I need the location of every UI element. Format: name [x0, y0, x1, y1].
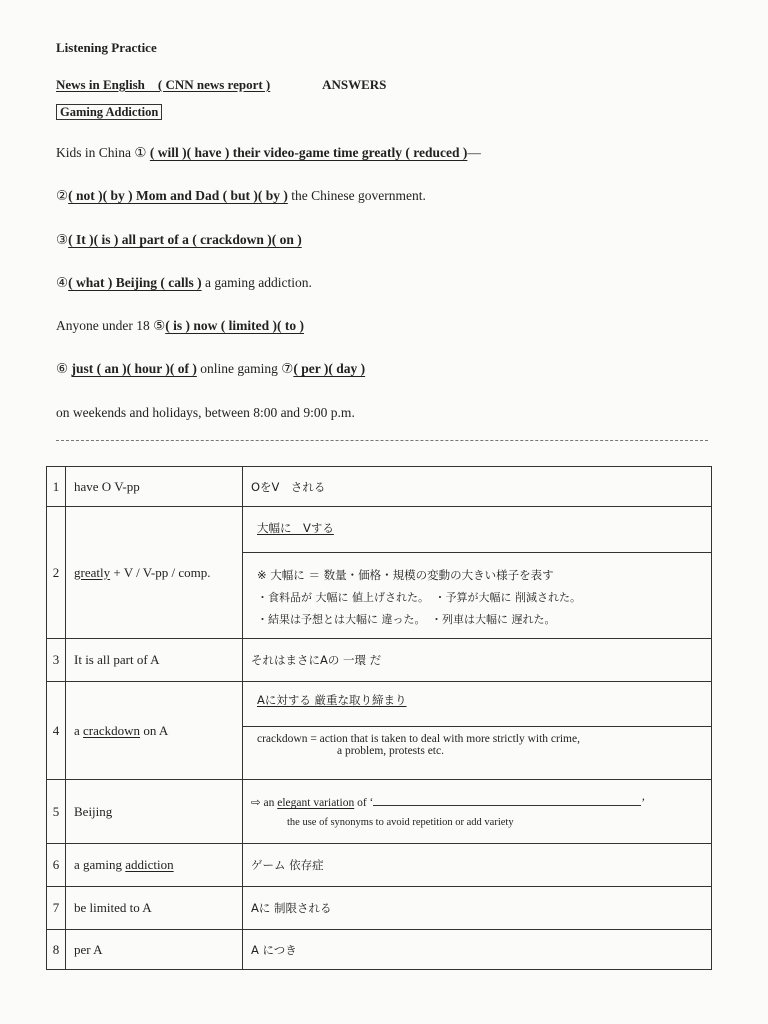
answer-span: ( will )( have ) their video-game time greatly ( reduced ): [149, 145, 468, 160]
passage-line-3: [56, 232, 302, 248]
row-number: 4: [47, 682, 66, 780]
term-underlined: crackdown: [83, 722, 141, 738]
passage-text: Anyone under 18: [56, 318, 154, 333]
term-underlined: addiction: [125, 857, 174, 872]
answer-span: ( not )( by ) Mom and Dad ( but )( by ): [68, 188, 288, 203]
practice-title: Listening Practice: [56, 40, 157, 55]
passage-line-5: [56, 318, 304, 334]
answer-span: just ( an )( hour )( of ): [71, 361, 197, 376]
definition-main: [243, 510, 711, 552]
term-rest: + V / V-pp / comp.: [110, 564, 211, 580]
row-term: [66, 682, 243, 780]
answer-span: ( is ) now ( limited )( to ): [165, 318, 304, 333]
row-number: 5: [47, 780, 66, 844]
term-underlined: greatly: [74, 564, 111, 580]
section-divider: [56, 440, 708, 441]
example-line: ・食料品が 大幅に 値上げされた。 ・予算が大幅に 削減された。: [257, 591, 581, 604]
row-definition: [243, 507, 712, 639]
usage-note: ※ 大幅に ＝ 数量・価格・規模の変動の大きい様子を表す: [257, 568, 554, 582]
row-number: 2: [47, 507, 66, 639]
row-definition: [243, 780, 712, 844]
row-term: have O V-pp: [66, 467, 243, 507]
passage-line-6: [56, 361, 365, 377]
blank-number: ④: [56, 275, 69, 290]
blank-number: ⑦: [281, 361, 294, 376]
row-definition: ゲーム 依存症: [243, 844, 712, 887]
answer-blank: [373, 805, 641, 806]
row-definition: OをV される: [243, 467, 712, 507]
definition-text: ’: [641, 797, 646, 809]
row-definition: Aに 制限される: [243, 887, 712, 930]
example-line: ・結果は予想とは大幅に 違った。 ・列車は大幅に 遅れた。: [257, 613, 556, 626]
answer-span: ( what ) Beijing ( calls ): [68, 275, 202, 290]
blank-number: ③: [56, 232, 69, 247]
passage-text: online gaming: [196, 361, 282, 376]
row-term: Beijing: [66, 780, 243, 844]
table-row: [47, 682, 712, 780]
row-term: [66, 844, 243, 887]
definition-text: of ‘: [354, 797, 374, 809]
table-row: [47, 780, 712, 844]
source-heading: [56, 74, 386, 93]
definition-english: crackdown = action that is taken to deal with more strictly with crime,: [257, 733, 580, 745]
definition-notes: [243, 552, 711, 635]
blank-number: ⑤: [153, 318, 166, 333]
definition-text: 大幅に Vする: [257, 521, 334, 535]
term-rest: on A: [140, 722, 169, 738]
row-term: be limited to A: [66, 887, 243, 930]
row-number: 1: [47, 467, 66, 507]
source-label: News in English ( CNN news report ): [56, 77, 271, 92]
topic-heading: [56, 104, 162, 120]
row-number: 8: [47, 930, 66, 970]
definition-main: [243, 682, 711, 726]
passage-line-1: [56, 145, 481, 161]
row-number: 3: [47, 639, 66, 682]
table-row: [47, 467, 712, 507]
topic-box: Gaming Addiction: [56, 104, 162, 120]
vocabulary-table: [46, 466, 712, 970]
row-term: per A: [66, 930, 243, 970]
blank-number: ②: [56, 188, 69, 203]
definition-arrow: ⇨ an: [251, 797, 278, 809]
row-definition: それはまさにAの 一環 だ: [243, 639, 712, 682]
definition-notes: [243, 726, 711, 779]
passage-text: a gaming addiction.: [201, 275, 312, 290]
passage-line-4: [56, 275, 312, 291]
table-row: [47, 844, 712, 887]
row-number: 7: [47, 887, 66, 930]
passage-text: Kids in China: [56, 145, 135, 160]
row-term: [66, 507, 243, 639]
table-row: [47, 639, 712, 682]
answers-label: ANSWERS: [322, 77, 387, 92]
table-row: [47, 887, 712, 930]
blank-number: ①: [134, 145, 147, 160]
row-term: It is all part of A: [66, 639, 243, 682]
definition-text: Aに対する 厳重な取り締まり: [257, 693, 407, 707]
definition-gloss: the use of synonyms to avoid repetition or add variety: [287, 817, 514, 828]
passage-text: —: [467, 145, 481, 160]
term-pre: a: [74, 722, 84, 738]
answer-span: ( It )( is ) all part of a ( crackdown )( on ): [68, 232, 302, 247]
row-definition: [243, 682, 712, 780]
passage-line-2: [56, 188, 426, 204]
table-row: [47, 507, 712, 639]
answer-span: ( per )( day ): [293, 361, 366, 376]
definition-term: elegant variation: [277, 797, 355, 809]
row-definition: A につき: [243, 930, 712, 970]
blank-number: ⑥: [56, 361, 69, 376]
table-row: [47, 930, 712, 970]
definition-english: a problem, protests etc.: [337, 745, 444, 757]
row-number: 6: [47, 844, 66, 887]
passage-line-7: on weekends and holidays, between 8:00 and 9:00 p.m.: [56, 405, 355, 420]
passage-text: the Chinese government.: [287, 188, 426, 203]
term-pre: a gaming: [74, 857, 126, 872]
